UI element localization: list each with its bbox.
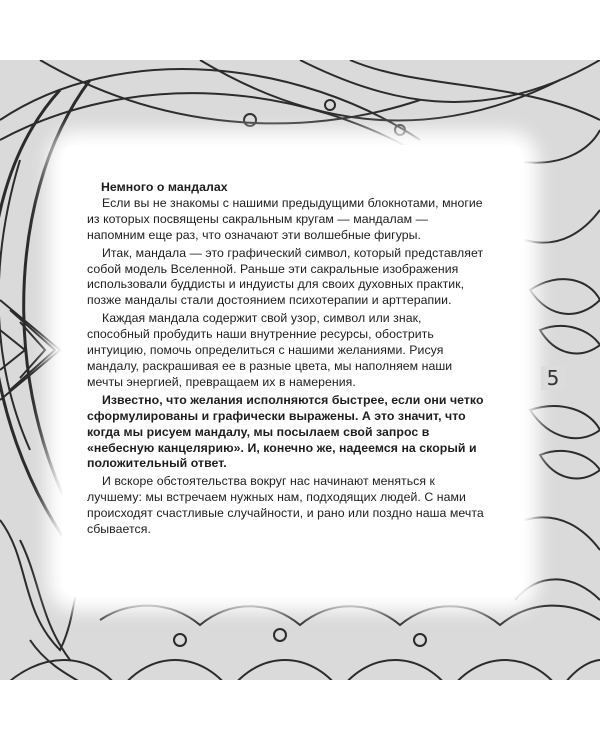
paragraph-4-bold: Известно, что желания исполняются быстрее, если они четко сформулированы и графически выражены. А это значит, что когда мы рисуем мандалу, мы посылаем свой запрос в «небесную канцелярию». И, конечно же, надеемся на скорый и положительный ответ. <box>87 392 484 471</box>
article-text <box>87 180 487 540</box>
paragraph-2: Итак, мандала — это графический символ, который представляет собой модель Вселенной. Раньше эти сакральные изображения использовали буддисты и индуисты для своих духовных практик, позже мандалы стали достоянием психотерапии и арттерапии. <box>87 245 484 308</box>
paragraph-5: И вскоре обстоятельства вокруг нас начинают меняться к лучшему: мы встречаем нужных нам, подходящих людей. С нами происходят счастливые случайности, и рано или поздно наша мечта сбывается. <box>87 474 484 537</box>
paragraph-3: Каждая мандала содержит свой узор, символ или знак, способный пробудить наши внутренние ресурсы, обострить интуицию, помочь определиться с нашими желаниями. Рисуя мандалу, раскрашивая ее в разные цвета, мы наполняем наши мечты энергией, превращаем их в намерения. <box>87 311 453 389</box>
paragraph-1: Если вы не знакомы с нашими предыдущими блокнотами, многие из которых посвящены сакральным кругам — мандалам — напомним еще раз, что означают эти волшебные фигуры. <box>87 195 483 242</box>
page-number: 5 <box>541 366 565 390</box>
section-heading: Немного о мандалах <box>101 180 228 194</box>
